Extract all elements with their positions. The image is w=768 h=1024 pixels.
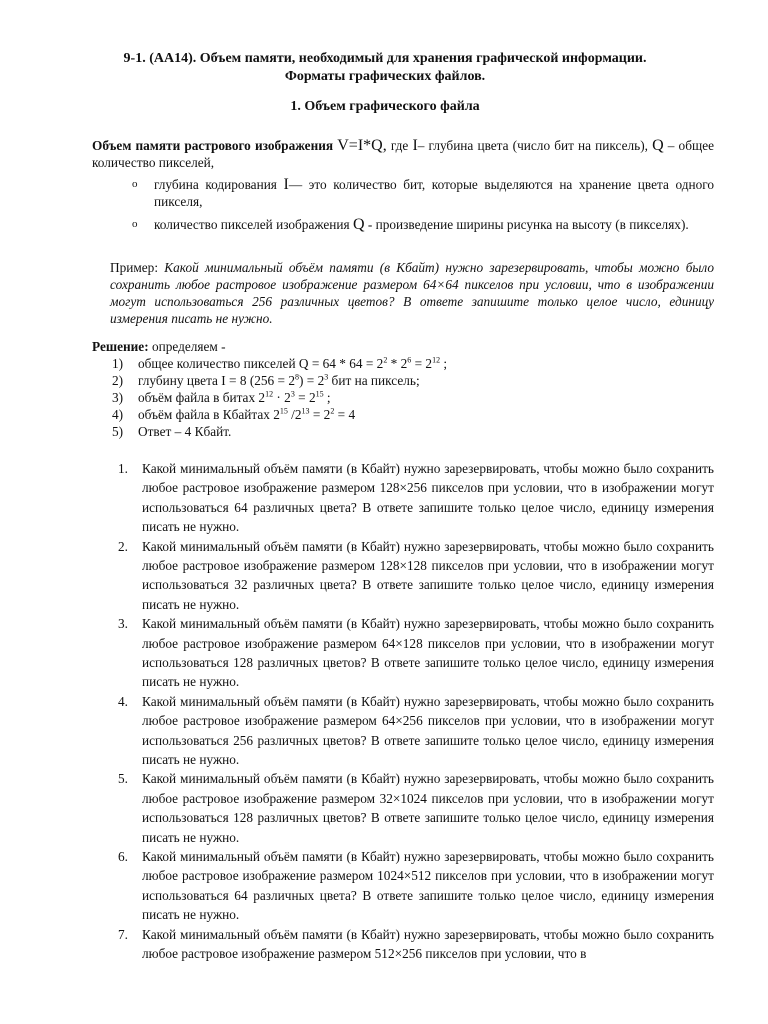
task-text: Какой минимальный объём памяти (в Кбайт) нужно зарезервировать, чтобы можно было сохранить любое растровое изображение размером 128×256 пикселов при условии, что в изображении могут использоваться 64 различных цвета? В ответе запишите только целое число, единицу измерения писать не нужно. [142, 461, 714, 535]
step-number: 1) [112, 356, 124, 371]
step-text: объём файла в Кбайтах 2 [138, 407, 280, 422]
definition-q-desc: – общее количество пикселей, [92, 138, 715, 170]
solution-step [112, 372, 712, 389]
bullet-text-post: — это количество бит, которые выделяются на хранение цвета одного пикселя, [154, 177, 715, 209]
task-item [118, 769, 714, 847]
definition-paragraph [92, 137, 714, 171]
bullet-text-pre: глубина кодирования [154, 177, 284, 192]
bullet-item [130, 176, 714, 210]
solution-label: Решение: [92, 339, 149, 354]
bullet-marker: o [132, 218, 138, 230]
task-text: Какой минимальный объём памяти (в Кбайт) нужно зарезервировать, чтобы можно было сохранить любое растровое изображение размером 64×128 пикселов при условии, что в изображении могут использоваться 128 различных цветов? В ответе запишите только целое число, единицу измерения писать не нужно. [142, 616, 714, 690]
definition-lead: Объем памяти растрового изображения [92, 138, 334, 153]
bullet-symbol: Q [352, 216, 365, 233]
step-text: объём файла в битах 2 [138, 390, 266, 405]
definition-bullet-list [130, 176, 714, 239]
bullet-text-post: - произведение ширины рисунка на высоту (в пикселях). [364, 217, 689, 232]
definition-q-symbol: Q [652, 137, 664, 154]
example-label: Пример: [110, 260, 165, 275]
task-number: 1. [118, 461, 128, 476]
solution-step [112, 423, 712, 440]
solution-step [112, 355, 712, 372]
task-text: Какой минимальный объём памяти (в Кбайт) нужно зарезервировать, чтобы можно было сохранить любое растровое изображение размером 64×256 пикселов при условии, что в изображении могут использоваться 256 различных цветов? В ответе запишите только целое число, единицу измерения писать не нужно. [142, 693, 714, 767]
step-text: общее количество пикселей Q = 64 * 64 = 2 [138, 356, 384, 371]
task-number: 7. [118, 926, 128, 942]
task-item [118, 847, 714, 925]
step-exponent: 6 [407, 355, 412, 365]
step-text: = 2 [411, 356, 433, 371]
task-number: 2. [118, 538, 128, 554]
step-text: = 4 [334, 407, 356, 422]
task-number: 6. [118, 848, 128, 864]
step-exponent: 8 [295, 372, 299, 382]
step-exponent: 3 [290, 389, 295, 399]
bullet-symbol: I [283, 176, 289, 193]
task-item [118, 459, 714, 537]
step-exponent: 12 [432, 355, 441, 365]
task-text: Какой минимальный объём памяти (в Кбайт) нужно зарезервировать, чтобы можно было сохранить любое растровое изображение размером 1024×512 пикселов при условии, что в изображении могут использоваться 64 различных цвета? В ответе запишите только целое число, единицу измерения писать не нужно. [142, 848, 714, 923]
step-text: /2 [287, 407, 302, 422]
title-line-2: Форматы графических файлов. [284, 69, 486, 84]
bullet-text-pre: количество пикселей изображения [154, 217, 353, 232]
task-item [118, 537, 714, 615]
solution-step [112, 389, 712, 406]
step-exponent: 15 [279, 406, 288, 416]
bullet-item [130, 216, 714, 233]
step-number: 3) [112, 390, 124, 405]
solution-intro: определяем - [148, 339, 226, 354]
definition-i-desc: – глубина цвета (число бит на пиксель), [417, 138, 653, 153]
solution-steps [112, 355, 712, 440]
task-text: Какой минимальный объём памяти (в Кбайт) нужно зарезервировать, чтобы можно было сохранить любое растровое изображение размером 512×256 пикселов при условии, что в [142, 926, 714, 961]
bullet-marker: o [132, 178, 138, 190]
solution-heading [92, 338, 714, 355]
step-text: = 2 [309, 407, 331, 422]
step-exponent: 15 [315, 389, 324, 399]
example-question: Какой минимальный объём памяти (в Кбайт) нужно зарезервировать, чтобы можно было сохранить любое растровое изображение размером 64×64 пикселов при условии, что в изображении могут использоваться 256 различных цветов? В ответе запишите только целое число, единицу измерения писать не нужно. [110, 260, 714, 326]
step-exponent: 2 [383, 355, 388, 365]
step-exponent: 12 [265, 389, 274, 399]
definition-i-symbol: I [412, 137, 418, 154]
step-number: 5) [112, 424, 124, 439]
title-line-1: 9-1. (АА14). Объем памяти, необходимый для хранения графической информации. [123, 51, 647, 66]
step-text: бит на пиксель; [328, 373, 420, 388]
task-item [118, 925, 714, 1003]
step-text: ; [440, 356, 448, 371]
example-paragraph [110, 259, 714, 327]
step-text: = 2 [294, 390, 316, 405]
step-text: Ответ – 4 Кбайт. [138, 424, 232, 439]
task-item [118, 614, 714, 692]
task-text: Какой минимальный объём памяти (в Кбайт) нужно зарезервировать, чтобы можно было сохранить любое растровое изображение размером 32×1024 пикселов при условии, что в изображении могут использоваться 128 различных цветов? В ответе запишите только целое число, единицу измерения писать не нужно. [142, 771, 714, 845]
task-number: 5. [118, 771, 128, 787]
step-exponent: 2 [330, 406, 335, 416]
task-text: Какой минимальный объём памяти (в Кбайт) нужно зарезервировать, чтобы можно было сохранить любое растровое изображение размером 128×128 пикселов при условии, что в изображении могут использоваться 32 различных цвета? В ответе запишите только целое число, единицу измерения писать не нужно. [142, 538, 714, 612]
step-exponent: 3 [324, 372, 329, 382]
document-title [80, 50, 690, 86]
step-text: ; [323, 390, 331, 405]
task-item [118, 692, 714, 770]
step-number: 2) [112, 373, 124, 388]
step-exponent: 13 [301, 406, 310, 416]
definition-formula: V=I*Q, [337, 137, 387, 154]
step-text: * 2 [387, 356, 408, 371]
solution-step [112, 406, 712, 423]
task-number: 4. [118, 693, 128, 709]
step-text: ) = 2 [299, 373, 325, 388]
step-text: глубину цвета I = 8 (256 = 2 [138, 373, 295, 388]
task-list [118, 459, 714, 1002]
step-number: 4) [112, 407, 124, 422]
step-text: · 2 [273, 390, 291, 405]
task-number: 3. [118, 616, 128, 632]
section-heading: 1. Объем графического файла [290, 99, 480, 114]
definition-where: где [386, 138, 413, 153]
